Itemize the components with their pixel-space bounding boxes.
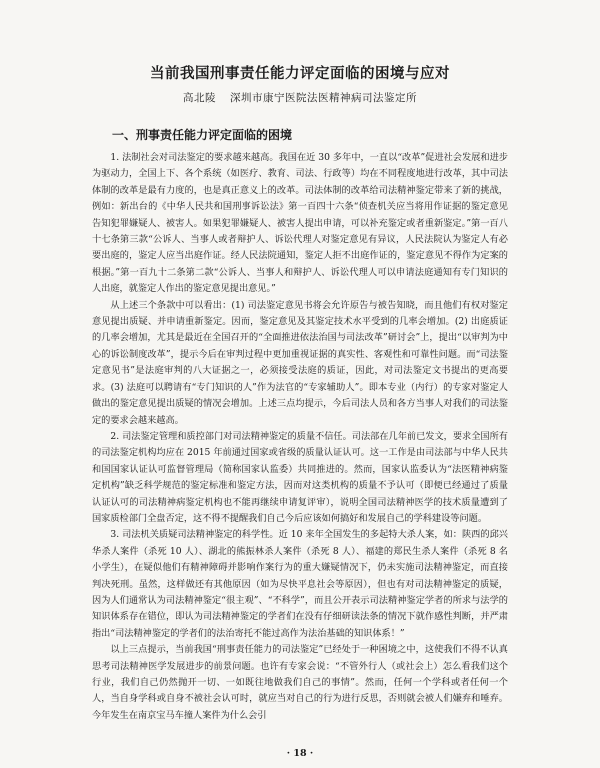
page-number: · 18 ·: [286, 748, 314, 759]
article-title: 当前我国刑事责任能力评定面临的困境与应对: [150, 65, 450, 82]
author-affiliation: 深圳市康宁医院法医精神病司法鉴定所: [230, 92, 417, 104]
section-heading: 一、刑事责任能力评定面临的困境: [112, 128, 293, 142]
paragraph: 从上述三个条款中可以看出：(1) 司法鉴定意见书将会允许原告与被告知晓，而且他们有权对鉴定意见提出质疑、并申请重新鉴定。因而，鉴定意见及其鉴定技术水平受到的几率会增加。(2) 出庭质证的几率会增加，尤其是最近在全国召开的“全面推进依法治国与司法改革”研讨会”上，提出“以审判为中心的诉讼制度改革”，提示今后在审判过程中更加重视证据的真实性、客观性和可靠性问题。而“司法鉴定意见书”是法庭审判的八大证据之一，必须接受法庭的质证，因此，对司法鉴定文书提出的更高要求。(3) 法庭可以聘请有“专门知识的人”作为法官的“专家辅助人”。即本专业（内行）的专家对鉴定人做出的鉴定意见提出质疑的情况会增加。上述三点均提示，今后司法人员和各方当事人对我们的司法鉴定的要求会越来越高。: [92, 299, 508, 426]
paragraph: 3. 司法机关质疑司法精神鉴定的科学性。近 10 来年全国发生的多起特大杀人案，如：陕西的邱兴华杀人案件（杀死 10 人）、湖北的熊振林杀人案件（杀死 8 人）、福建的郑民生杀人案件（杀死 8 名小学生），在疑似他们有精神障碍并影响作案行为的重大嫌疑情况下，仍未实施司法精神鉴定，而直接判决死刑。虽然，这样做还有其他原因（如为尽快平息社会等原因），但也有对司法精神鉴定的质疑，因为人们通常认为司法精神鉴定“很主观”、“不科学”，而且公开表示司法精神鉴定学者的所求与法学的知识体系存在错位，即认为司法精神鉴定的学者们在没有仔细研读法条的情况下就作感性判断，并严肃指出“司法精神鉴定的学者们的法治寄托不能过高作为法治基础的知识体系！”: [92, 529, 508, 639]
paragraph: 以上三点提示，当前我国“刑事责任能力的司法鉴定”已经处于一种困境之中，这使我们不得不认真思考司法精神医学发展进步的前景问题。也许有专家会说：“不管外行人（或社会上）怎么看我们这个行业，我们自己仍然抛开一切、一如既往地做我们自己的事情”。然而，任何一个学科或者任何一个人，当自身学科或自身不被社会认可时，就应当对自己的行为进行反思，否则就会被人们嫌弃和唾弃。今年发生在南京宝马车撞人案件为什么会引: [92, 644, 508, 721]
article-body: [92, 150, 508, 724]
byline: [0, 90, 600, 105]
author-name: 高北陵: [183, 92, 216, 104]
paragraph: 1. 法制社会对司法鉴定的要求越来越高。我国在近 30 多年中，一直以“改革”促进社会发展和进步为驱动力，全国上下、各个系统（如医疗、教育、司法、行政等）均在不同程度地进行改革，其中司法体制的改革是最有力度的，也是真正意义上的改革。司法体制的改革给司法精神鉴定带来了新的挑战，例如：新出台的《中华人民共和国刑事诉讼法》第一百四十六条“侦查机关应当将用作证据的鉴定意见告知犯罪嫌疑人、被害人。如果犯罪嫌疑人、被害人提出申请，可以补充鉴定或者重新鉴定。”第一百八十七条第三款“公诉人、当事人或者辩护人、诉讼代理人对鉴定意见有异议，人民法院认为鉴定人有必要出庭的，鉴定人应当出庭作证。经人民法院通知，鉴定人拒不出庭作证的，鉴定意见不得作为定案的根据。”第一百九十二条第二款“公诉人、当事人和辩护人、诉讼代理人可以申请法庭通知有专门知识的人出庭，就鉴定人作出的鉴定意见提出意见。”: [92, 152, 508, 295]
paragraph: 2. 司法鉴定管理和质控部门对司法精神鉴定的质量不信任。司法部在几年前已发文，要求全国所有的司法鉴定机构均应在 2015 年前通过国家或省级的质量认证认可。这一工作是由司法部与中华人民共和国国家认证认可监督管理局（简称国家认监委）共同推进的。然而，国家认监委认为“法医精神病鉴定机构”缺乏科学规范的鉴定标准和鉴定方法，因而对这类机构的质量不予认可（即便已经通过了质量认证认可的司法精神病鉴定机构也不能再继续申请复评审），说明全国司法精神医学的技术质量遭到了国家质检部门全盘否定，这不得不提醒我们自己今后应该如何搞好和发展自己的学科建设等问题。: [92, 430, 508, 524]
